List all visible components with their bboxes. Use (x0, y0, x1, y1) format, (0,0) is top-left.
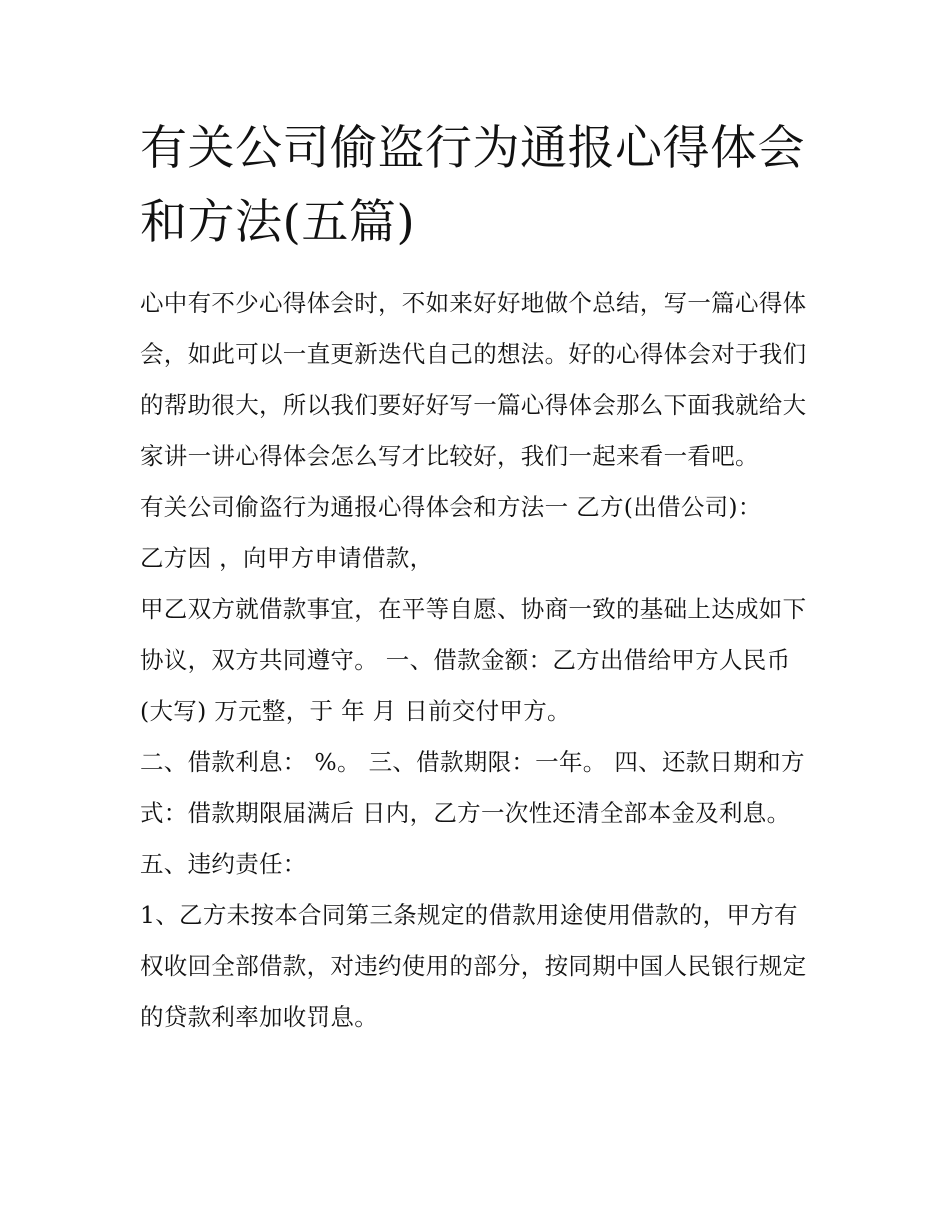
terms-paragraph: 二、借款利息： %。 三、借款期限：一年。 四、还款日期和方式：借款期限届满后 日内，乙方一次性还清全部本金及利息。 五、违约责任： (140, 748, 805, 878)
document-title: 有关公司偷盗行为通报心得体会和方法(五篇) (140, 121, 805, 250)
liability-paragraph: 1、乙方未按本合同第三条规定的借款用途使用借款的，甲方有权收回全部借款，对违约使用的部分，按同期中国人民银行规定的贷款利率加收罚息。 (140, 901, 807, 1031)
borrower-reason-paragraph: 乙方因 ，向甲方申请借款， (140, 544, 434, 572)
intro-paragraph: 心中有不少心得体会时，不如来好好地做个总结，写一篇心得体会，如此可以一直更新迭代自己的想法。好的心得体会对于我们的帮助很大，所以我们要好好写一篇心得体会那么下面我就给大家讲一讲心得体会怎么写才比较好，我们一起来看一看吧。 (140, 289, 807, 470)
document-body (140, 278, 820, 1043)
section-heading-paragraph: 有关公司偷盗行为通报心得体会和方法一 乙方(出借公司)： (140, 493, 762, 521)
agreement-paragraph: 甲乙双方就借款事宜，在平等自愿、协商一致的基础上达成如下协议，双方共同遵守。 一、借款金额：乙方出借给甲方人民币(大写) 万元整，于 年 月 日前交付甲方。 (140, 595, 807, 725)
